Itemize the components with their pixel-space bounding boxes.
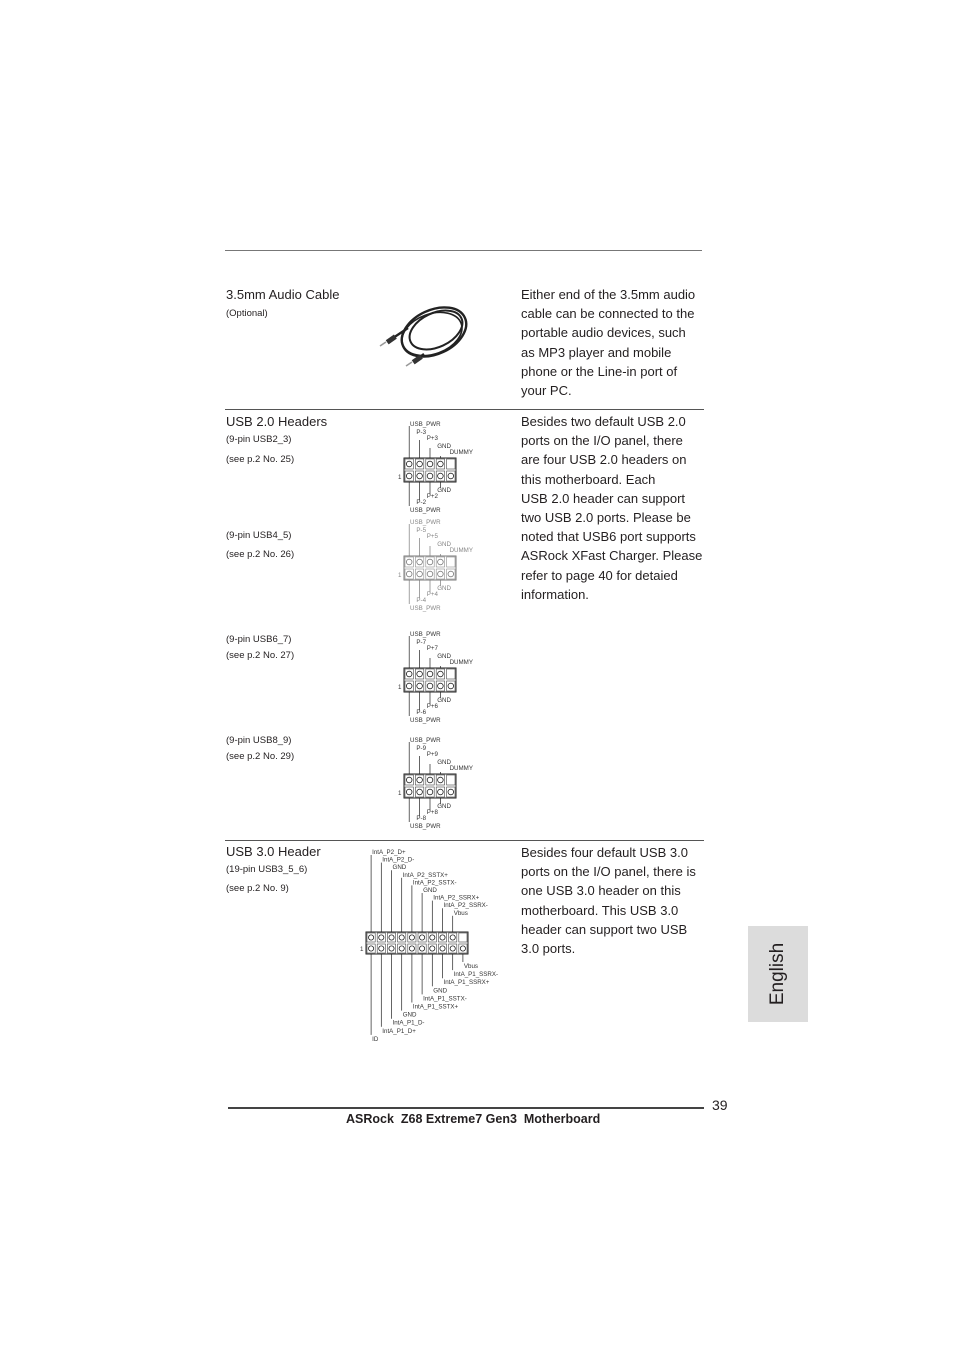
pin-label: GND bbox=[402, 1011, 417, 1019]
pin-label: IntA_P2_SSRX- bbox=[443, 902, 488, 910]
pin-label: USB_PWR bbox=[410, 507, 441, 514]
pin-label: USB_PWR bbox=[410, 605, 441, 612]
usb2-pin-label: (9-pin USB6_7) bbox=[226, 634, 292, 645]
description-line: header can support two USB bbox=[521, 921, 688, 937]
pin-label: P-7 bbox=[416, 639, 427, 646]
pin-label: USB_PWR bbox=[410, 717, 441, 724]
pin-label: GND bbox=[437, 443, 451, 450]
pin-label: P-3 bbox=[416, 429, 427, 436]
pin-label: GND bbox=[437, 487, 451, 494]
description-line: Either end of the 3.5mm audio bbox=[521, 287, 696, 302]
pin-label: P+3 bbox=[426, 435, 438, 442]
pin-one-marker: 1 bbox=[398, 684, 402, 691]
audio-cable-image bbox=[372, 292, 477, 374]
description-line: ASRock XFast Charger. Please bbox=[521, 548, 703, 564]
description-line: Besides four default USB 3.0 bbox=[521, 845, 688, 860]
audio-cable-title: 3.5mm Audio Cable bbox=[226, 287, 340, 302]
usb3-5-6-pin-diagram bbox=[358, 846, 498, 1042]
pin-label: GND bbox=[433, 987, 448, 995]
pin-label: P+4 bbox=[426, 591, 438, 598]
pin-label: USB_PWR bbox=[410, 631, 441, 638]
description-line: USB 2.0 header can support bbox=[521, 490, 686, 506]
pin-label: GND bbox=[437, 697, 451, 704]
pin-label: DUMMY bbox=[449, 449, 473, 456]
description-line: portable audio devices, such bbox=[521, 325, 686, 341]
audio-cable-description bbox=[521, 285, 703, 400]
pin-label: GND bbox=[423, 887, 437, 894]
usb3-see-ref: (see p.2 No. 9) bbox=[226, 883, 289, 894]
pin-label: P+7 bbox=[426, 645, 438, 652]
pin-label: IntA_P2_D+ bbox=[372, 849, 406, 856]
pin-label: GND bbox=[437, 541, 451, 548]
description-line: phone or the Line-in port of bbox=[521, 363, 678, 379]
pin-label: IntA_P2_SSTX- bbox=[412, 879, 457, 887]
description-line: Besides two default USB 2.0 bbox=[521, 414, 686, 429]
description-line: cable can be connected to the bbox=[521, 306, 695, 322]
pin-label: P-6 bbox=[416, 709, 427, 716]
pin-label: P+9 bbox=[426, 751, 438, 758]
description-line: noted that USB6 port supports bbox=[521, 529, 696, 545]
pin-label: IntA_P2_SSTX+ bbox=[402, 871, 448, 879]
pin-label: IntA_P1_D+ bbox=[382, 1027, 416, 1035]
pin-label: Vbus bbox=[463, 963, 479, 970]
description-line: are four USB 2.0 headers on bbox=[521, 452, 687, 468]
description-line: ports on the I/O panel, there is bbox=[521, 864, 696, 880]
pin-label: P+5 bbox=[426, 533, 438, 540]
pin-label: P+6 bbox=[426, 703, 438, 710]
pin-label: IntA_P1_D- bbox=[392, 1019, 425, 1027]
usb2-description bbox=[521, 412, 703, 604]
pin-one-marker: 1 bbox=[360, 946, 364, 953]
pin-label: GND bbox=[437, 803, 451, 810]
pin-label: DUMMY bbox=[449, 659, 473, 666]
description-line: information. bbox=[521, 586, 589, 602]
usb3-title: USB 3.0 Header bbox=[226, 844, 321, 859]
pin-label: IntA_P1_SSRX- bbox=[453, 971, 499, 979]
pin-label: IntA_P2_SSRX+ bbox=[433, 894, 480, 902]
usb2-see-ref: (see p.2 No. 27) bbox=[226, 650, 295, 661]
pin-label: P-8 bbox=[416, 815, 427, 822]
pin-label: USB_PWR bbox=[410, 823, 441, 830]
pin-label: ID bbox=[372, 1035, 379, 1043]
pin-label: DUMMY bbox=[449, 547, 473, 554]
page-number: 39 bbox=[712, 1097, 728, 1113]
section-divider bbox=[225, 409, 704, 410]
description-line: ports on the I/O panel, there bbox=[521, 433, 683, 449]
usb3-pin-label: (19-pin USB3_5_6) bbox=[226, 864, 308, 875]
pin-one-marker: 1 bbox=[398, 790, 402, 797]
pin-label: IntA_P2_D- bbox=[382, 856, 415, 864]
description-line: refer to page 40 for detaied bbox=[521, 567, 678, 583]
pin-label: IntA_P1_SSRX+ bbox=[443, 979, 490, 987]
usb2-pin-label: (9-pin USB8_9) bbox=[226, 735, 292, 746]
description-line: 3.0 ports. bbox=[521, 941, 576, 957]
pin-label: P-9 bbox=[416, 745, 427, 752]
description-line: this motherboard. Each bbox=[521, 471, 656, 487]
usb2-see-ref: (see p.2 No. 26) bbox=[226, 549, 295, 560]
pin-label: IntA_P1_SSTX+ bbox=[412, 1003, 459, 1011]
section-divider bbox=[225, 840, 704, 841]
pin-one-marker: 1 bbox=[398, 474, 402, 481]
usb8-9-pin-diagram bbox=[396, 732, 496, 832]
pin-label: P+2 bbox=[426, 493, 438, 500]
usb2-title: USB 2.0 Headers bbox=[226, 414, 328, 429]
description-line: as MP3 player and mobile bbox=[521, 344, 672, 360]
usb4-5-pin-diagram bbox=[396, 514, 496, 614]
footer-title: ASRock Z68 Extreme7 Gen3 Motherboard bbox=[346, 1112, 601, 1126]
language-tab-label: English bbox=[767, 942, 788, 1006]
pin-label: GND bbox=[437, 653, 451, 660]
usb3-description bbox=[521, 843, 703, 958]
description-line: your PC. bbox=[521, 383, 572, 399]
pin-label: GND bbox=[437, 759, 451, 766]
pin-label: USB_PWR bbox=[410, 519, 441, 526]
pin-one-marker: 1 bbox=[398, 572, 402, 579]
pin-label: P-2 bbox=[416, 499, 427, 506]
header-outline bbox=[404, 458, 456, 482]
description-line: motherboard. This USB 3.0 bbox=[521, 902, 679, 918]
pin-label: USB_PWR bbox=[410, 737, 441, 744]
top-rule bbox=[225, 250, 702, 251]
usb2-see-ref: (see p.2 No. 25) bbox=[226, 454, 295, 465]
pin-label: P-4 bbox=[416, 597, 427, 604]
description-line: two USB 2.0 ports. Please be bbox=[521, 510, 691, 526]
pin-label: IntA_P1_SSTX- bbox=[423, 995, 467, 1003]
pin-label: P-5 bbox=[416, 527, 427, 534]
pin-label: Vbus bbox=[453, 909, 468, 917]
pin-label: USB_PWR bbox=[410, 421, 441, 428]
usb2-3-pin-diagram bbox=[396, 416, 496, 516]
pin-label: GND bbox=[437, 585, 451, 592]
usb2-pin-label: (9-pin USB4_5) bbox=[226, 530, 292, 541]
pin-label: P+8 bbox=[426, 809, 438, 816]
usb2-pin-label: (9-pin USB2_3) bbox=[226, 434, 292, 445]
footer-rule bbox=[228, 1107, 704, 1109]
usb6-7-pin-diagram bbox=[396, 626, 496, 726]
language-tab bbox=[748, 926, 808, 1022]
usb2-see-ref: (see p.2 No. 29) bbox=[226, 751, 295, 762]
pin-label: GND bbox=[392, 864, 407, 872]
pin-label: DUMMY bbox=[449, 765, 473, 772]
description-line: one USB 3.0 header on this bbox=[521, 883, 681, 899]
audio-cable-note: (Optional) bbox=[226, 308, 268, 319]
